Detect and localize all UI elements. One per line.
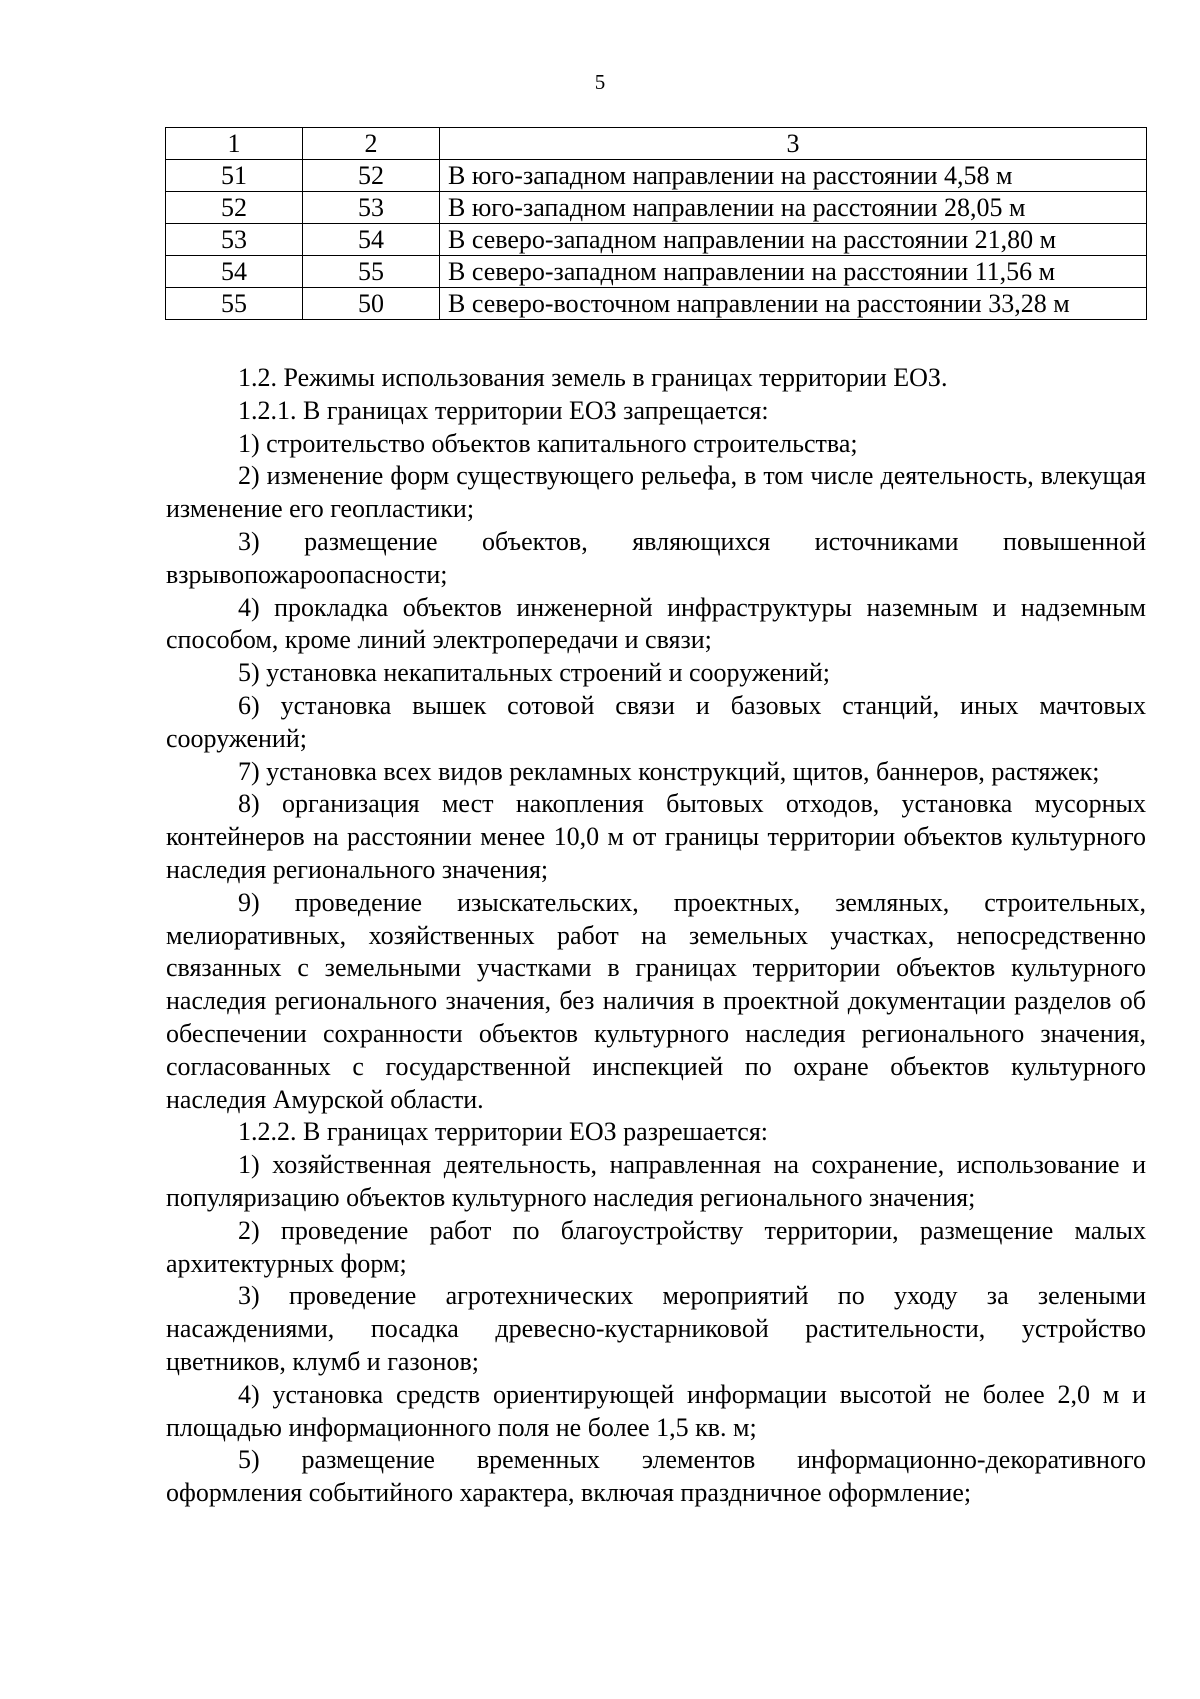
page-number: 5 — [594, 70, 606, 94]
table-row — [166, 256, 1147, 288]
permitted-item: 2) проведение работ по благоустройству территории, размещение малых архитектурных форм; — [166, 1215, 1146, 1278]
table-cell-from: 54 — [166, 256, 303, 288]
table-cell-to: 53 — [303, 192, 440, 224]
prohibited-item: 4) прокладка объектов инженерной инфраструктуры наземным и надземным способом, кроме линий электропередачи и связи; — [166, 592, 1146, 655]
table-row — [166, 160, 1147, 192]
section-heading-1-2-2: 1.2.2. В границах территории ЕОЗ разрешается: — [238, 1117, 769, 1147]
permitted-item: 3) проведение агротехнических мероприятий по уходу за зелеными насаждениями, посадка древесно-кустарниковой растительности, устройство цветников, клумб и газонов; — [166, 1281, 1146, 1376]
table-cell-to: 54 — [303, 224, 440, 256]
prohibited-item: 8) организация мест накопления бытовых отходов, установка мусорных контейнеров на расстоянии менее 10,0 м от границы территории объектов культурного наследия регионального значения; — [166, 789, 1146, 884]
document-body — [166, 362, 1146, 1510]
boundary-table — [165, 127, 1147, 320]
table-header-cell: 3 — [440, 128, 1147, 160]
table-cell-to: 50 — [303, 288, 440, 320]
table-row — [166, 192, 1147, 224]
prohibited-item: 5) установка некапитальных строений и сооружений; — [238, 658, 830, 688]
section-heading-1-2-1: 1.2.1. В границах территории ЕОЗ запрещается: — [238, 395, 769, 425]
table-row — [166, 224, 1147, 256]
table-cell-description: В северо-восточном направлении на расстоянии 33,28 м — [440, 288, 1147, 320]
table-cell-description: В юго-западном направлении на расстоянии 4,58 м — [440, 160, 1147, 192]
prohibited-item: 6) установка вышек сотовой связи и базовых станций, иных мачтовых сооружений; — [166, 690, 1146, 753]
table-header-row — [166, 128, 1147, 160]
table-cell-description: В юго-западном направлении на расстоянии 28,05 м — [440, 192, 1147, 224]
permitted-item: 1) хозяйственная деятельность, направленная на сохранение, использование и популяризацию объектов культурного наследия регионального значения; — [166, 1150, 1146, 1212]
table-cell-from: 55 — [166, 288, 303, 320]
prohibited-item: 2) изменение форм существующего рельефа, в том числе деятельность, влекущая изменение его геопластики; — [166, 461, 1146, 524]
section-heading-1-2: 1.2. Режимы использования земель в границах территории ЕОЗ. — [238, 363, 948, 392]
table-cell-to: 52 — [303, 160, 440, 192]
permitted-item: 5) размещение временных элементов информационно-декоративного оформления событийного характера, включая праздничное оформление; — [166, 1445, 1146, 1508]
table-cell-from: 53 — [166, 224, 303, 256]
prohibited-item: 1) строительство объектов капитального строительства; — [238, 428, 858, 458]
table-cell-description: В северо-западном направлении на расстоянии 11,56 м — [440, 256, 1147, 288]
prohibited-item: 3) размещение объектов, являющихся источниками повышенной взрывопожароопасности; — [166, 526, 1146, 589]
table-header-cell: 2 — [303, 128, 440, 160]
table-row — [166, 288, 1147, 320]
prohibited-item: 7) установка всех видов рекламных конструкций, щитов, баннеров, растяжек; — [238, 756, 1100, 786]
table-cell-description: В северо-западном направлении на расстоянии 21,80 м — [440, 224, 1147, 256]
table-cell-from: 52 — [166, 192, 303, 224]
table-cell-from: 51 — [166, 160, 303, 192]
table-cell-to: 55 — [303, 256, 440, 288]
prohibited-item: 9) проведение изыскательских, проектных, земляных, строительных, мелиоративных, хозяйственных работ на земельных участках, непосредственно связанных с земельными участками в границах территории объектов культурного наследия регионального значения, без наличия в проектной документации разделов об обеспечении сохранности объектов культурного наследия регионального значения, согласованных с государственной инспекцией по охране объектов культурного наследия Амурской области. — [166, 887, 1146, 1114]
permitted-item: 4) установка средств ориентирующей информации высотой не более 2,0 м и площадью информационного поля не более 1,5 кв. м; — [166, 1379, 1146, 1442]
table-header-cell: 1 — [166, 128, 303, 160]
